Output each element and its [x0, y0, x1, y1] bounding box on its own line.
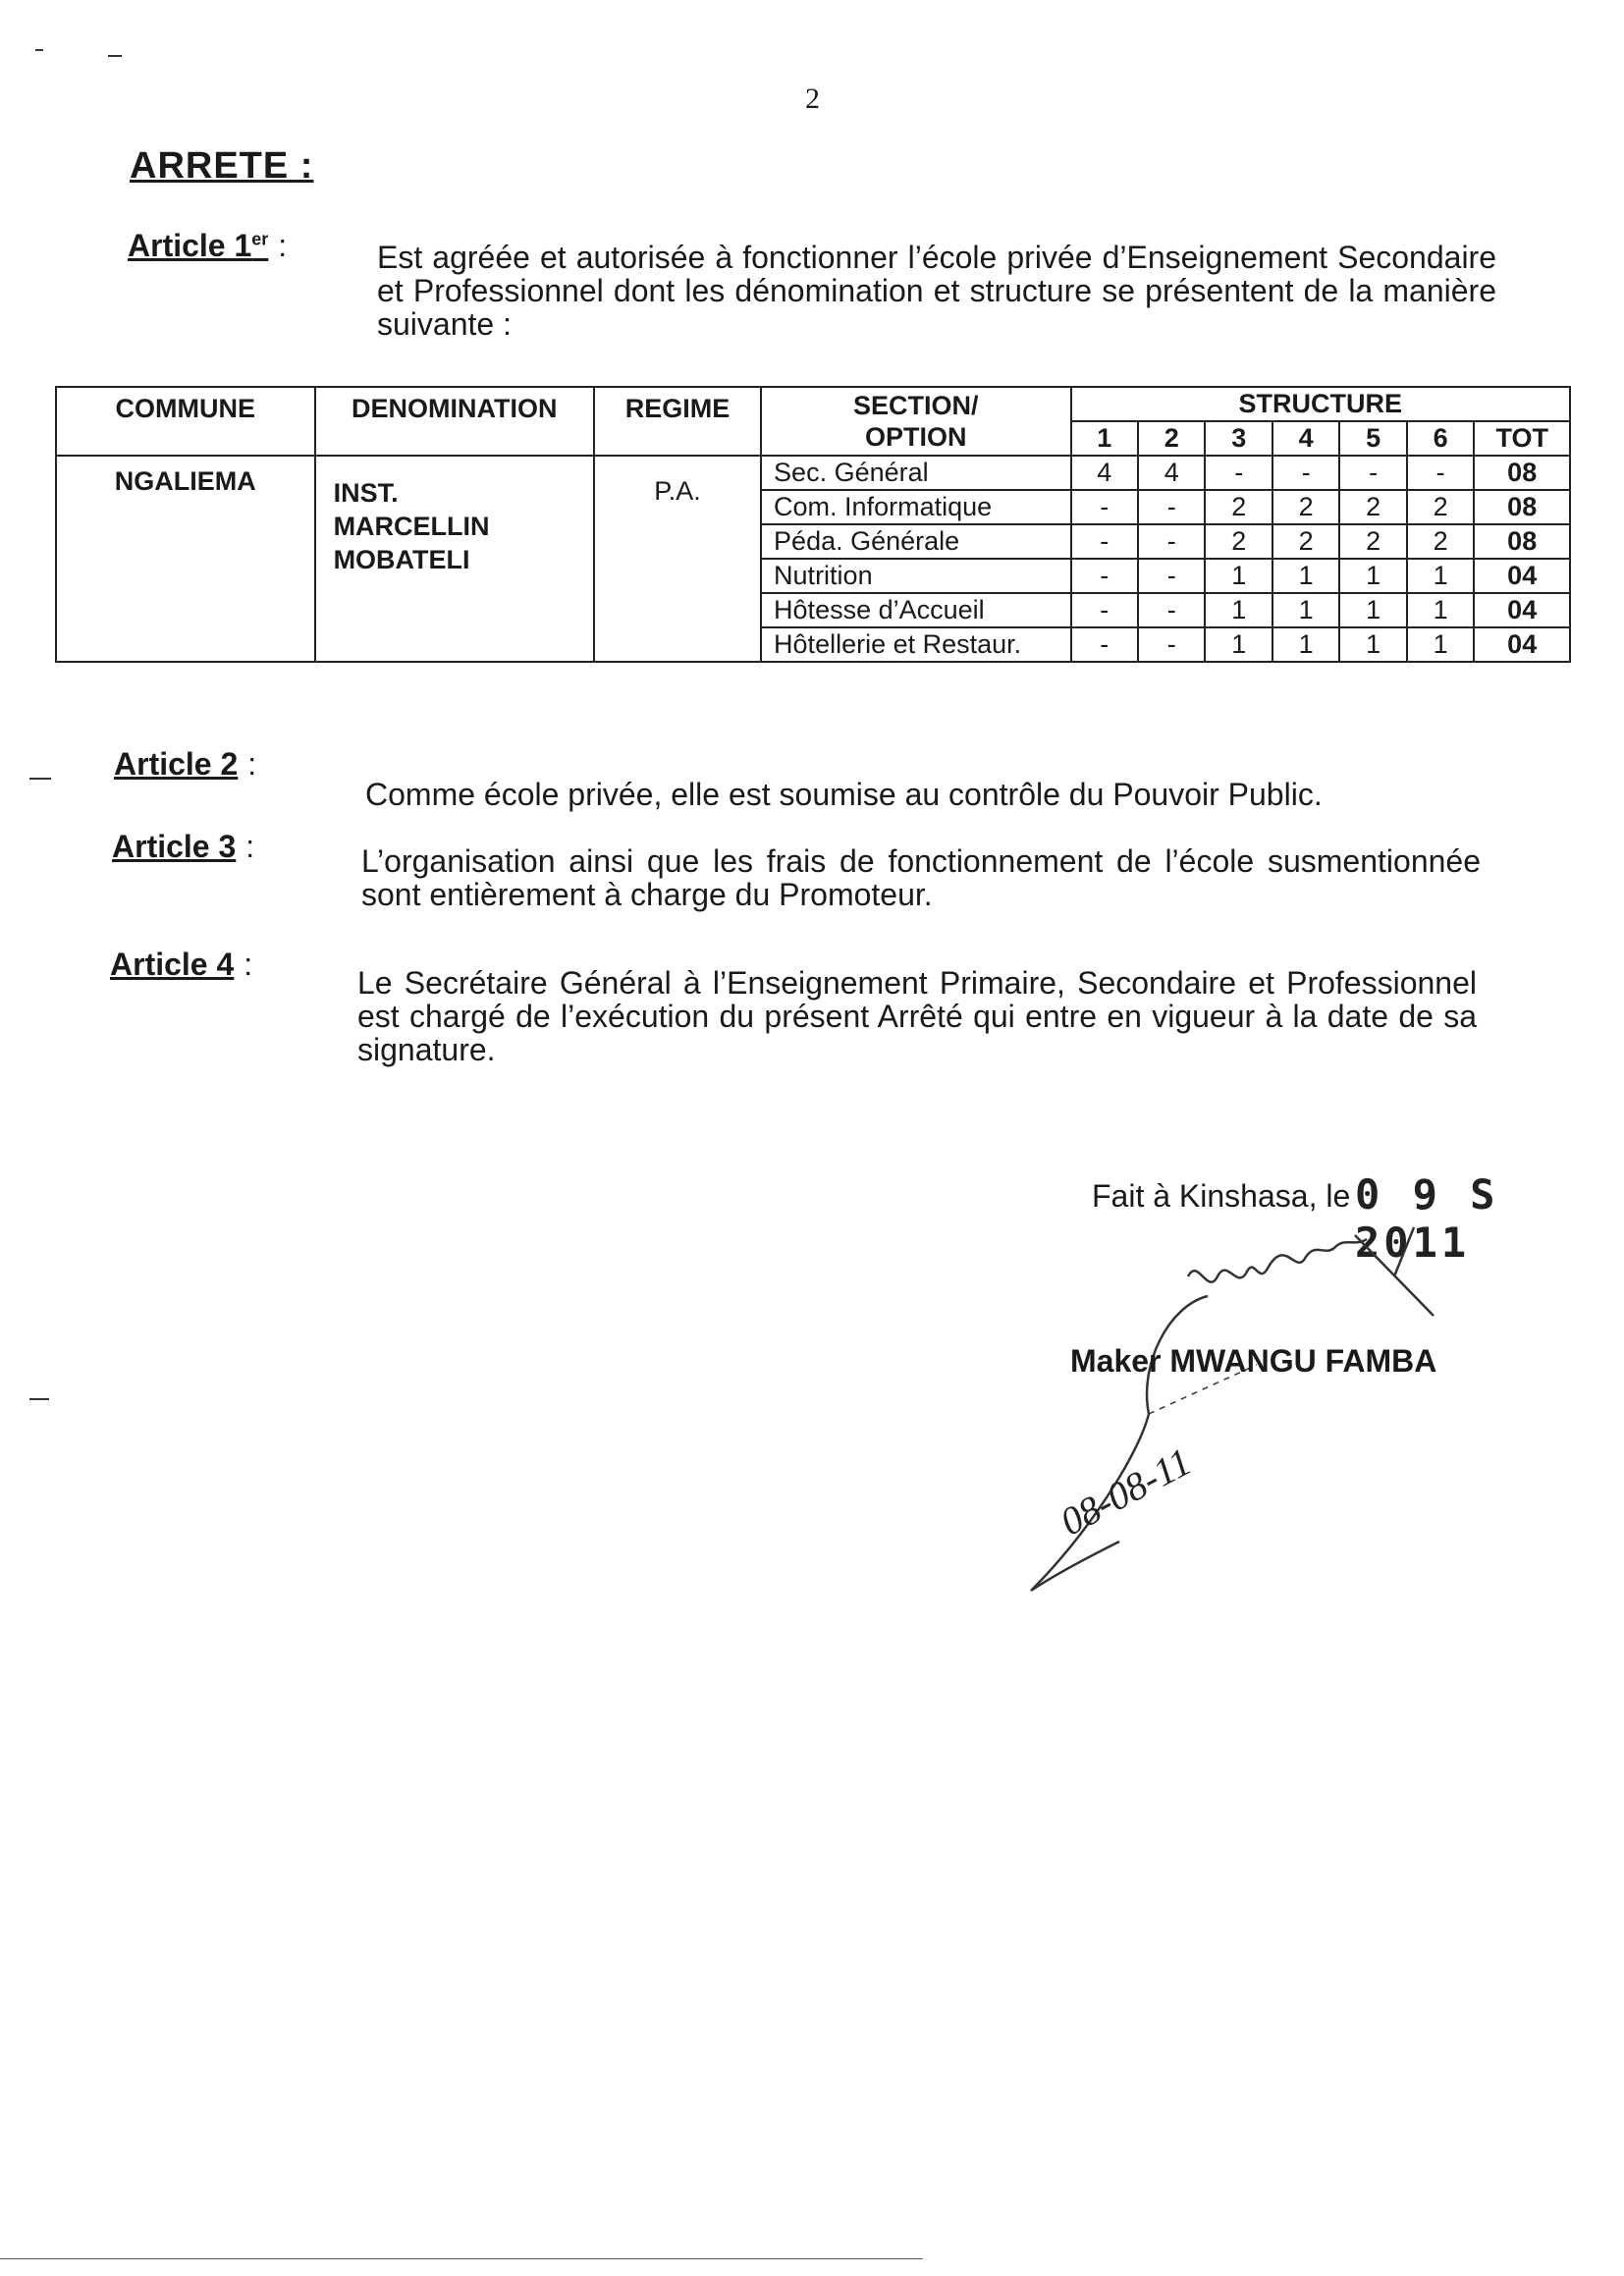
- scan-mark: [35, 49, 43, 51]
- value-cell: -: [1272, 456, 1339, 490]
- page-number: 2: [805, 82, 820, 115]
- value-cell: 1: [1339, 593, 1406, 627]
- value-cell: -: [1138, 627, 1205, 662]
- article-2-label: Article 2 :: [114, 746, 257, 782]
- section-cell: Com. Informatique: [761, 490, 1070, 524]
- scan-edge-line: [0, 2258, 923, 2259]
- section-cell: Sec. Général: [761, 456, 1070, 490]
- value-cell: -: [1071, 559, 1138, 593]
- value-cell: 1: [1272, 559, 1339, 593]
- value-cell: 1: [1205, 627, 1272, 662]
- value-cell: 2: [1339, 490, 1406, 524]
- value-cell: -: [1071, 627, 1138, 662]
- value-cell: -: [1205, 456, 1272, 490]
- signatory-name: Maker MWANGU FAMBA: [1070, 1343, 1437, 1379]
- total-cell: 08: [1474, 456, 1570, 490]
- header-year-5: 5: [1339, 421, 1406, 456]
- total-cell: 04: [1474, 627, 1570, 662]
- handwritten-date: 08-08-11: [1053, 1438, 1199, 1544]
- section-cell: Péda. Générale: [761, 524, 1070, 559]
- header-year-4: 4: [1272, 421, 1339, 456]
- signature-scribble: [1001, 1218, 1492, 1610]
- value-cell: 1: [1205, 559, 1272, 593]
- total-cell: 08: [1474, 524, 1570, 559]
- stamp-date: 0 9 S 2011: [1355, 1170, 1499, 1267]
- header-year-3: 3: [1205, 421, 1272, 456]
- value-cell: -: [1339, 456, 1406, 490]
- header-year-6: 6: [1407, 421, 1474, 456]
- value-cell: 1: [1272, 593, 1339, 627]
- value-cell: 1: [1407, 559, 1474, 593]
- section-cell: Hôtesse d’Accueil: [761, 593, 1070, 627]
- value-cell: 2: [1272, 490, 1339, 524]
- value-cell: 4: [1071, 456, 1138, 490]
- commune-cell: NGALIEMA: [56, 456, 315, 662]
- table-row: [56, 456, 1570, 490]
- total-cell: 08: [1474, 490, 1570, 524]
- header-total: TOT: [1474, 421, 1570, 456]
- section-cell: Nutrition: [761, 559, 1070, 593]
- value-cell: 1: [1272, 627, 1339, 662]
- structure-table: [55, 386, 1571, 663]
- denomination-cell: INST. MARCELLIN MOBATELI: [315, 456, 594, 662]
- article-1-text: Est agréée et autorisée à fonctionner l’école privée d’Enseignement Secondaire et Professionnel dont les dénomination et structure se présentent de la manière suivante :: [377, 240, 1496, 342]
- header-structure: STRUCTURE: [1071, 387, 1571, 421]
- header-year-1: 1: [1071, 421, 1138, 456]
- total-cell: 04: [1474, 559, 1570, 593]
- article-1-label: Article 1er :: [128, 228, 288, 263]
- value-cell: -: [1071, 490, 1138, 524]
- header-commune: COMMUNE: [56, 387, 315, 456]
- scan-mark: [108, 55, 122, 57]
- value-cell: -: [1138, 593, 1205, 627]
- value-cell: -: [1071, 593, 1138, 627]
- place-date-label: Fait à Kinshasa, le: [1092, 1178, 1351, 1214]
- value-cell: -: [1071, 524, 1138, 559]
- scan-mark: [29, 778, 51, 780]
- article-3-text: L’organisation ainsi que les frais de fonctionnement de l’école susmentionnée sont entièrement à charge du Promoteur.: [361, 843, 1481, 912]
- value-cell: -: [1138, 524, 1205, 559]
- article-3-label: Article 3 :: [112, 829, 255, 864]
- value-cell: 2: [1205, 524, 1272, 559]
- value-cell: 1: [1407, 627, 1474, 662]
- header-denomination: DENOMINATION: [315, 387, 594, 456]
- header-year-2: 2: [1138, 421, 1205, 456]
- value-cell: 4: [1138, 456, 1205, 490]
- value-cell: 1: [1205, 593, 1272, 627]
- regime-cell: P.A.: [594, 456, 761, 662]
- arrete-heading: ARRETE :: [130, 145, 314, 187]
- value-cell: 2: [1407, 490, 1474, 524]
- value-cell: 2: [1272, 524, 1339, 559]
- total-cell: 04: [1474, 593, 1570, 627]
- article-4-text: Le Secrétaire Général à l’Enseignement Primaire, Secondaire et Professionnel est chargé de l’exécution du présent Arrêté qui entre en vigueur à la date de sa signature.: [357, 965, 1477, 1067]
- value-cell: -: [1407, 456, 1474, 490]
- article-4-label: Article 4 :: [110, 947, 253, 982]
- value-cell: 1: [1407, 593, 1474, 627]
- scan-mark: [29, 1398, 49, 1400]
- value-cell: 2: [1407, 524, 1474, 559]
- section-cell: Hôtellerie et Restaur.: [761, 627, 1070, 662]
- value-cell: 2: [1339, 524, 1406, 559]
- value-cell: 2: [1205, 490, 1272, 524]
- article-2-text: Comme école privée, elle est soumise au contrôle du Pouvoir Public.: [365, 777, 1323, 812]
- value-cell: -: [1138, 559, 1205, 593]
- value-cell: -: [1138, 490, 1205, 524]
- header-regime: REGIME: [594, 387, 761, 456]
- value-cell: 1: [1339, 627, 1406, 662]
- header-section-option: SECTION/ OPTION: [761, 387, 1070, 456]
- value-cell: 1: [1339, 559, 1406, 593]
